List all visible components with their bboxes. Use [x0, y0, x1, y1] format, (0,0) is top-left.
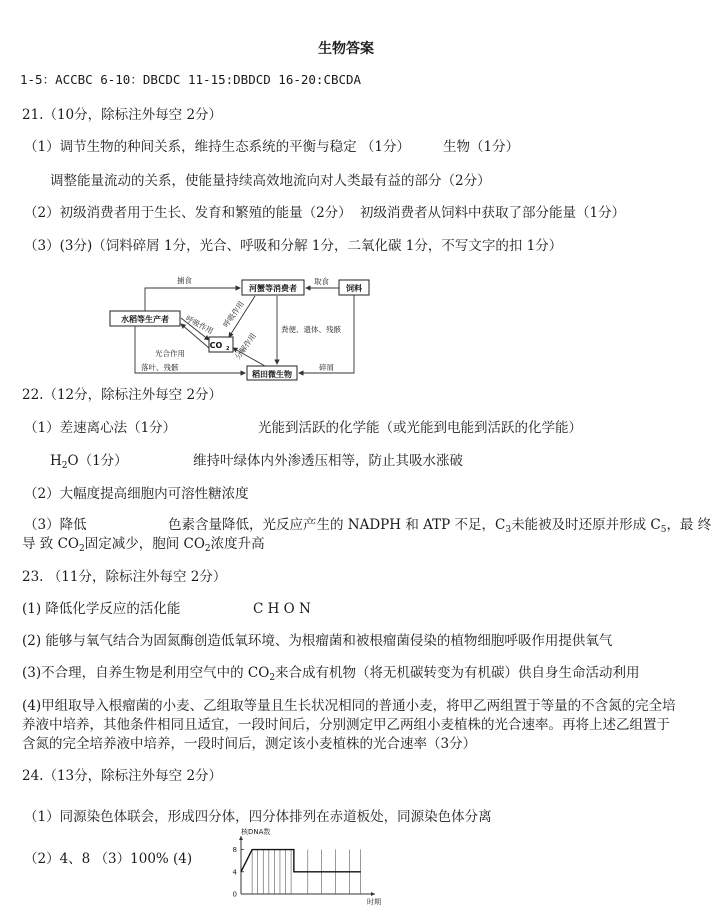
label-decomp: 分解作用	[233, 331, 258, 362]
q24-answer-1: （1）同源染色体联会，形成四分体，四分体排列在赤道板处，同源染色体分离	[24, 809, 492, 825]
co2-subscript: 2	[226, 346, 230, 352]
q21-answer-3: （3）(3分)（饲料碎屑 1分，光合、呼吸和分解 1分，二氧化碳 1分，不写文字的扣 1分）	[24, 238, 563, 254]
q21-answer-2a: （2）初级消费者用于生长、发育和繁殖的能量（2分）	[24, 205, 352, 221]
label-leaves: 落叶、残骸	[141, 363, 179, 372]
q23-header: 23. （11分，除标注外每空 2分）	[22, 569, 227, 585]
q21-answer-2b: 初级消费者从饲料中获取了部分能量（1分）	[360, 205, 626, 221]
q24-answer-2: （2）4、8 （3）100% (4)	[24, 851, 193, 867]
q21-header: 21.（10分，除标注外每空 2分）	[22, 107, 223, 123]
label-prey: 捕食	[177, 276, 192, 285]
label-resp-2: 呼吸作用	[221, 299, 246, 330]
choice-answers: 1-5：ACCBC 6-10：DBCDC 11-15:DBDCD 16-20:CBCDA	[20, 72, 362, 87]
q23-answer-4c: 含氮的完全培养液中培养，一段时间后，测定该小麦植株的光合速率（3分）	[22, 736, 477, 752]
page-title: 生物答案	[318, 41, 374, 57]
label-take-food: 取食	[314, 277, 329, 286]
y-axis-label: 核DNA数	[241, 828, 271, 836]
dna-content-chart	[225, 830, 385, 918]
x-axis-label: 时期	[367, 898, 381, 906]
q22-answer-1c: $H_2O(1$分）	[50, 453, 128, 471]
q22-answer-3b: 色素含量降低，光反应产生的 NADPH 和 ATP 不足，$C_3$未能被及时还原并形成 $C_5$，最 终	[168, 517, 711, 535]
q24-header: 24.（13分，除标注外每空 2分）	[22, 768, 223, 784]
y-axis-arrow	[239, 836, 243, 840]
co2-label: CO	[209, 341, 223, 350]
q23-answer-4b: 养液中培养，其他条件相同且适宜，一段时间后，分别测定甲乙两组小麦植株的光合速率。再将上述乙组置于	[22, 717, 670, 733]
arrow-crumbs	[299, 295, 354, 373]
label-resp-1: 呼吸作用	[184, 313, 215, 336]
q22-answer-2: （2）大幅度提高细胞内可溶性糖浓度	[24, 486, 249, 502]
x-axis-arrow	[371, 892, 375, 896]
q21-answer-1c: 调整能量流动的关系，使能量持续高效地流向对人类最有益的部分（2分）	[50, 173, 491, 189]
ecosystem-diagram	[105, 268, 385, 386]
label-crumbs: 碎屑	[319, 363, 334, 372]
q23-answer-2: (2) 能够与氧气结合为固氮酶创造低氧环境、为根瘤菌和被根瘤菌侵染的植物细胞呼吸作用提供氧气	[22, 633, 613, 649]
dna-series-line	[241, 850, 361, 872]
q22-answer-1a: （1）差速离心法（1分）	[24, 420, 177, 436]
q23-answer-1b: C H O N	[253, 601, 311, 617]
q22-answer-3c: 导 致 $CO_2$固定减少，胞间 $CO_2$浓度升高	[22, 536, 265, 554]
q21-answer-1b: 生物（1分）	[443, 139, 520, 155]
label-photosynthesis: 光合作用	[155, 349, 185, 358]
q23-answer-3: (3)不合理，自养生物是利用空气中的 $CO_2$来合成有机物（将无机碳转变为有机碳）供自身生命活动利用	[22, 665, 640, 683]
consumer-label: 河蟹等消费者	[249, 284, 297, 293]
q22-header: 22.（12分，除标注外每空 2分）	[22, 387, 223, 403]
label-waste: 粪便、遗体、残骸	[281, 325, 341, 334]
arrow-prey	[145, 288, 240, 311]
y-tick-label: 8	[232, 846, 237, 855]
y-tick-label: 4	[232, 868, 237, 877]
q22-answer-1b: 光能到活跃的化学能（或光能到电能到活跃的化学能）	[258, 420, 582, 436]
producer-label: 水稻等生产者	[121, 315, 169, 324]
q23-answer-1a: (1) 降低化学反应的活化能	[22, 601, 181, 617]
q23-answer-4a: (4)甲组取导入根瘤菌的小麦、乙组取等量且生长状况相同的普通小麦，将甲乙两组置于等量的不含氮的完全培	[22, 698, 676, 714]
q22-answer-3a: （3）降低	[24, 517, 87, 533]
q21-answer-1a: （1）调节生物的种间关系，维持生态系统的平衡与稳定 （1分）	[24, 139, 410, 155]
q22-answer-1d: 维持叶绿体内外渗透压相等，防止其吸水涨破	[193, 453, 463, 469]
feed-label: 饲料	[346, 284, 362, 293]
microbe-label: 稻田微生物	[252, 370, 292, 379]
y-tick-label: 0	[232, 890, 237, 899]
